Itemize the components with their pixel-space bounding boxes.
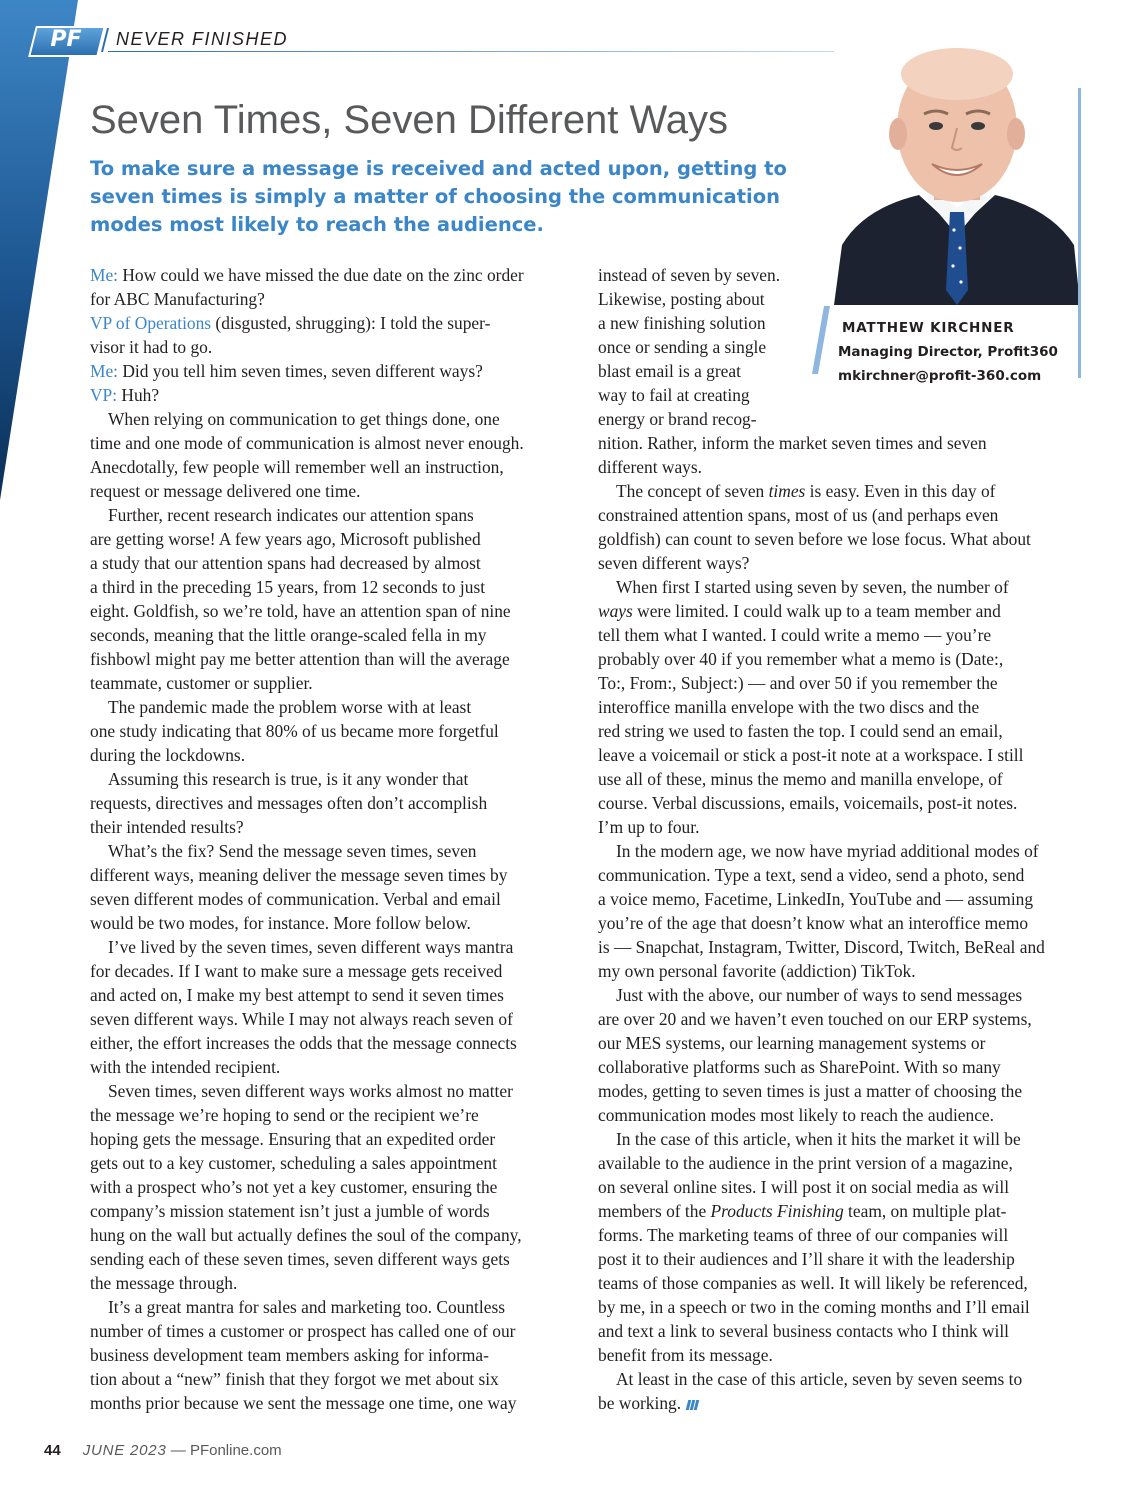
- body-line: a study that our attention spans had decreased by almost: [90, 553, 481, 573]
- body-line: hung on the wall but actually defines the soul of the company,: [90, 1225, 522, 1245]
- body-line: different ways, meaning deliver the message seven times by: [90, 865, 508, 885]
- body-line: request or message delivered one time.: [90, 481, 361, 501]
- body-line: interoffice manilla envelope with the two discs and the: [598, 697, 980, 717]
- body-line: communication modes most likely to reach the audience.: [598, 1105, 995, 1125]
- section-rule: [108, 51, 878, 52]
- body-line: The pandemic made the problem worse with at least: [108, 697, 472, 717]
- body-line: available to the audience in the print version of a magazine,: [598, 1153, 1013, 1173]
- speaker-vp: VP:: [90, 385, 118, 405]
- body-line: seven different ways. While I may not always reach seven of: [90, 1009, 513, 1029]
- body-line: blast email is a great: [598, 361, 741, 381]
- body-line: I’ve lived by the seven times, seven different ways mantra: [108, 937, 514, 957]
- body-line: forms. The marketing teams of three of our companies will: [598, 1225, 1009, 1245]
- body-line: sending each of these seven times, seven different ways gets: [90, 1249, 510, 1269]
- body-line: Anecdotally, few people will remember well an instruction,: [90, 457, 504, 477]
- body-line: company’s mission statement isn’t just a jumble of words: [90, 1201, 490, 1221]
- body-line: nition. Rather, inform the market seven times and seven: [598, 433, 987, 453]
- body-line: tion about a “new” finish that they forgot we met about six: [90, 1369, 499, 1389]
- body-line: and text a link to several business contacts who I think will: [598, 1321, 1010, 1341]
- deck-line: seven times is simply a matter of choosing the communication: [90, 185, 781, 208]
- body-line: would be two modes, for instance. More follow below.: [90, 913, 471, 933]
- body-line: months prior because we sent the message one time, one way: [90, 1393, 517, 1413]
- body-line: teammate, customer or supplier.: [90, 673, 313, 693]
- body-line: once or sending a single: [598, 337, 767, 357]
- body-line: a voice memo, Facetime, LinkedIn, YouTube and — assuming: [598, 889, 1034, 909]
- body-line: benefit from its message.: [598, 1345, 773, 1365]
- body-line: It’s a great mantra for sales and marketing too. Countless: [108, 1297, 505, 1317]
- body-line: probably over 40 if you remember what a memo is (Date:,: [598, 649, 1004, 669]
- body-line: my own personal favorite (addiction) TikTok.: [598, 961, 916, 981]
- body-line: on several online sites. I will post it on social media as will: [598, 1177, 1010, 1197]
- body-line: for decades. If I want to make sure a message gets received: [90, 961, 503, 981]
- body-line: time and one mode of communication is almost never enough.: [90, 433, 524, 453]
- body-line: are getting worse! A few years ago, Microsoft published: [90, 529, 481, 549]
- body-line: Further, recent research indicates our attention spans: [108, 505, 474, 525]
- body-line: a new finishing solution: [598, 313, 766, 333]
- body-line: communication. Type a text, send a video, send a photo, send: [598, 865, 1025, 885]
- body-line: constrained attention spans, most of us (and perhaps even: [598, 505, 999, 525]
- body-line: with the intended recipient.: [90, 1057, 281, 1077]
- dialogue-line: visor it had to go.: [90, 337, 213, 357]
- body-line: during the lockdowns.: [90, 745, 246, 765]
- body-line: different ways.: [598, 457, 702, 477]
- author-email: mkirchner@profit-360.com: [838, 368, 1042, 384]
- body-line: I’m up to four.: [598, 817, 700, 837]
- decorative-side-stripe: [0, 0, 78, 500]
- body-line: When first I started using seven by seven, the number of: [616, 577, 1009, 597]
- speaker-vp-operations: VP of Operations: [90, 313, 212, 333]
- dialogue-line: VP: Huh?: [90, 385, 160, 405]
- body-line: leave a voicemail or stick a post-it note at a workspace. I still: [598, 745, 1024, 765]
- body-line: seven different ways?: [598, 553, 750, 573]
- section-label: NEVER FINISHED: [116, 29, 289, 49]
- body-line: a third in the preceding 15 years, from 12 seconds to just: [90, 577, 486, 597]
- body-line: red string we used to fasten the top. I could send an email,: [598, 721, 1003, 741]
- body-line: ways were limited. I could walk up to a team member and: [598, 601, 1001, 621]
- pf-logo: PF: [50, 27, 82, 52]
- dialogue-line: for ABC Manufacturing?: [90, 289, 265, 309]
- body-line: teams of those companies as well. It will likely be referenced,: [598, 1273, 1028, 1293]
- author-name: MATTHEW KIRCHNER: [842, 320, 1015, 336]
- speaker-me: Me:: [90, 361, 119, 381]
- article-column-left: [90, 263, 575, 1415]
- body-line: the message we’re hoping to send or the recipient we’re: [90, 1105, 479, 1125]
- dialogue-line: VP of Operations (disgusted, shrugging): I told the super-: [90, 313, 491, 333]
- body-line: Just with the above, our number of ways to send messages: [616, 985, 1023, 1005]
- body-line: business development team members asking for informa-: [90, 1345, 489, 1365]
- author-title: Managing Director, Profit360: [838, 344, 1058, 360]
- page-number: 44: [44, 1442, 61, 1459]
- dialogue-line: Me: Did you tell him seven times, seven different ways?: [90, 361, 483, 381]
- body-line: When relying on communication to get things done, one: [108, 409, 500, 429]
- body-line: course. Verbal discussions, emails, voicemails, post-it notes.: [598, 793, 1018, 813]
- body-line: the message through.: [90, 1273, 238, 1293]
- body-line: gets out to a key customer, scheduling a sales appointment: [90, 1153, 497, 1173]
- body-line: post it to their audiences and I’ll share it with the leadership: [598, 1249, 1015, 1269]
- body-line: tell them what I wanted. I could write a memo — you’re: [598, 625, 992, 645]
- article-column-right: [598, 263, 1080, 1415]
- body-line: with a prospect who’s not yet a key customer, ensuring the: [90, 1177, 498, 1197]
- article-deck: [90, 155, 787, 239]
- body-line: instead of seven by seven.: [598, 265, 781, 285]
- body-line: Seven times, seven different ways works almost no matter: [108, 1081, 513, 1101]
- body-line: members of the Products Finishing team, on multiple plat-: [598, 1201, 1007, 1221]
- body-line: In the case of this article, when it hits the market it will be: [616, 1129, 1021, 1149]
- end-of-article-icon: [687, 1392, 699, 1416]
- body-line: What’s the fix? Send the message seven times, seven: [108, 841, 477, 861]
- body-line: way to fail at creating: [598, 385, 750, 405]
- website-link[interactable]: — PFonline.com: [166, 1442, 282, 1459]
- body-line: and acted on, I make my best attempt to send it seven times: [90, 985, 504, 1005]
- body-line: At least in the case of this article, seven by seven seems to: [616, 1369, 1023, 1389]
- body-line: Assuming this research is true, is it any wonder that: [108, 769, 469, 789]
- body-line: To:, From:, Subject:) — and over 50 if you remember the: [598, 673, 998, 693]
- body-line: In the modern age, we now have myriad additional modes of: [616, 841, 1039, 861]
- dialogue-line: Me: How could we have missed the due date on the zinc order: [90, 265, 524, 285]
- body-line: hoping gets the message. Ensuring that an expedited order: [90, 1129, 496, 1149]
- body-line: use all of these, minus the memo and manilla envelope, of: [598, 769, 1003, 789]
- body-line: by me, in a speech or two in the coming months and I’ll email: [598, 1297, 1030, 1317]
- body-line: collaborative platforms such as SharePoint. With so many: [598, 1057, 1001, 1077]
- body-line: requests, directives and messages often don’t accomplish: [90, 793, 488, 813]
- body-line: our MES systems, our learning management systems or: [598, 1033, 986, 1053]
- issue-date: JUNE 2023: [82, 1442, 167, 1459]
- body-line: seconds, meaning that the little orange-scaled fella in my: [90, 625, 487, 645]
- body-line: you’re of the age that doesn’t know what an interoffice memo: [598, 913, 1029, 933]
- body-line: seven different modes of communication. Verbal and email: [90, 889, 501, 909]
- article-headline: Seven Times, Seven Different Ways: [90, 98, 729, 142]
- body-line: fishbowl might pay me better attention than will the average: [90, 649, 510, 669]
- body-line: either, the effort increases the odds that the message connects: [90, 1033, 517, 1053]
- body-line: Likewise, posting about: [598, 289, 765, 309]
- body-line: energy or brand recog-: [598, 409, 757, 429]
- body-line: are over 20 and we haven’t even touched on our ERP systems,: [598, 1009, 1032, 1029]
- body-line: their intended results?: [90, 817, 244, 837]
- body-line: one study indicating that 80% of us became more forgetful: [90, 721, 499, 741]
- speaker-me: Me:: [90, 265, 119, 285]
- page-footer: [44, 1442, 282, 1459]
- body-line: goldfish) can count to seven before we lose focus. What about: [598, 529, 1031, 549]
- body-line: modes, getting to seven times is just a matter of choosing the: [598, 1081, 1023, 1101]
- body-line: number of times a customer or prospect has called one of our: [90, 1321, 516, 1341]
- body-line: eight. Goldfish, so we’re told, have an attention span of nine: [90, 601, 511, 621]
- deck-line: To make sure a message is received and acted upon, getting to: [90, 157, 787, 180]
- body-line: be working.: [598, 1391, 1080, 1415]
- body-line: The concept of seven times is easy. Even in this day of: [616, 481, 996, 501]
- body-line: is — Snapchat, Instagram, Twitter, Discord, Twitch, BeReal and: [598, 937, 1045, 957]
- deck-line: modes most likely to reach the audience.: [90, 213, 544, 236]
